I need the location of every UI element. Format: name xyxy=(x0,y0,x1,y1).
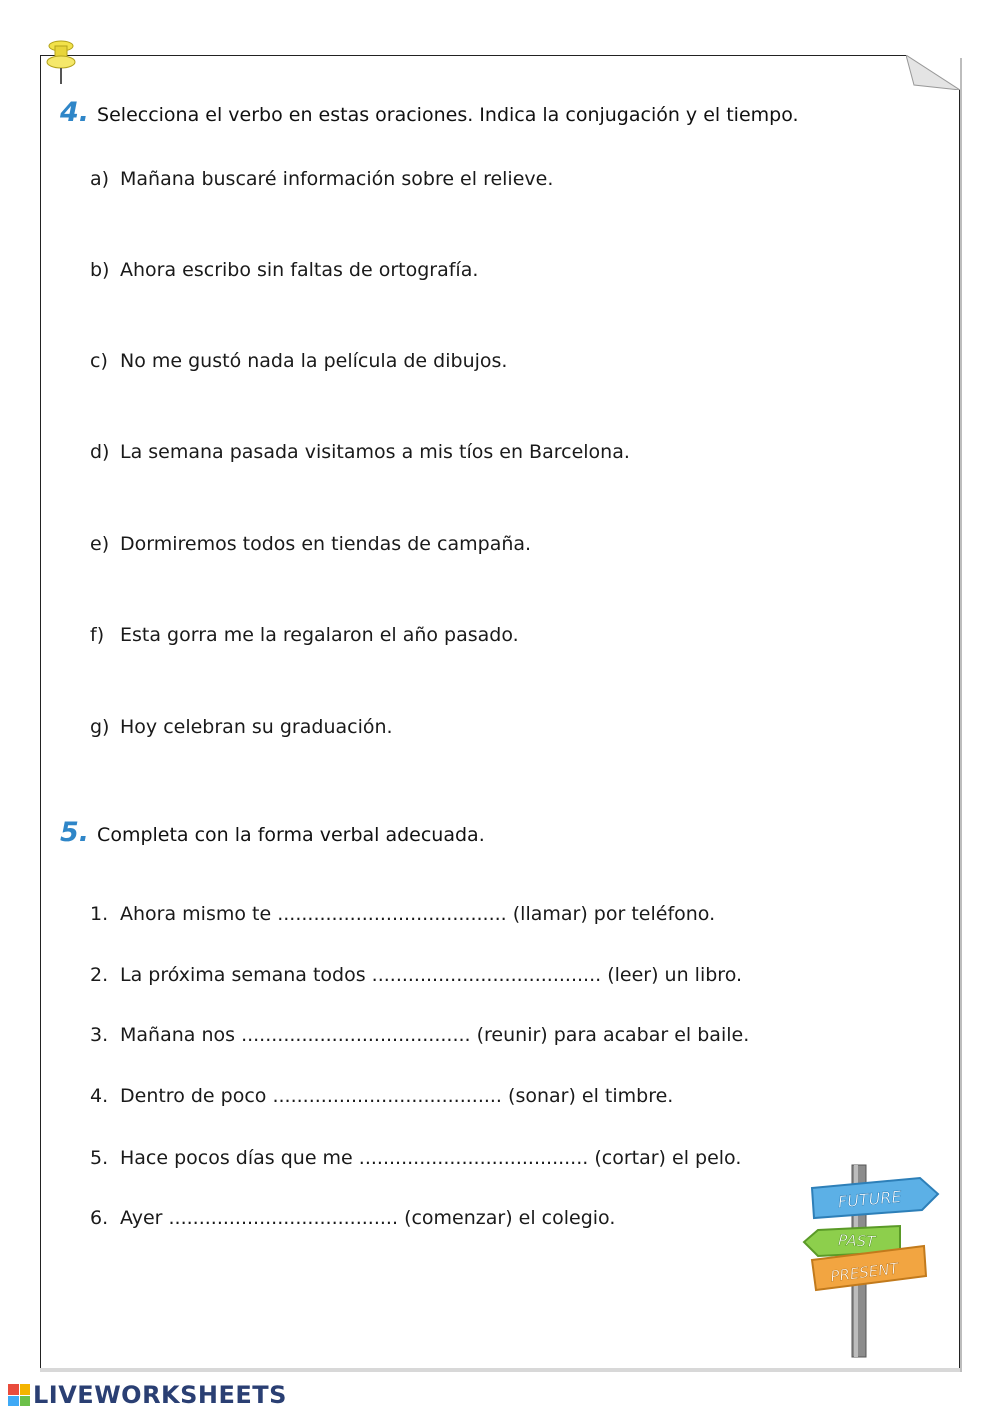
answer-blank[interactable]: ...................................... xyxy=(358,1147,589,1169)
list-item: d) La semana pasada visitamos a mis tíos en Barcelona. xyxy=(90,441,630,463)
list-item: b) Ahora escribo sin faltas de ortografía. xyxy=(90,259,479,281)
page-bottom-shadow xyxy=(40,1368,960,1372)
answer-blank[interactable]: ...................................... xyxy=(277,903,507,925)
logo-text: LIVEWORKSHEETS xyxy=(33,1381,287,1409)
section-4-instruction: Selecciona el verbo en estas oraciones. Indica la conjugación y el tiempo. xyxy=(97,104,799,126)
list-item: f) Esta gorra me la regalaron el año pasado. xyxy=(90,624,519,646)
answer-blank[interactable]: ...................................... xyxy=(371,964,602,986)
answer-blank[interactable]: ...................................... xyxy=(272,1085,502,1107)
section-5-heading xyxy=(60,817,485,848)
liveworksheets-logo[interactable] xyxy=(8,1380,287,1410)
fill-in-item: 2. La próxima semana todos ...................................... (leer) un libro. xyxy=(90,964,743,986)
logo-blocks-icon xyxy=(8,1384,30,1406)
sign-past: PAST xyxy=(837,1230,876,1251)
fill-in-item: 5. Hace pocos días que me ...................................... (cortar) el pelo. xyxy=(90,1147,742,1169)
pushpin-icon xyxy=(44,38,78,88)
list-item: a) Mañana buscaré información sobre el relieve. xyxy=(90,168,554,190)
fill-in-item: 1. Ahora mismo te ...................................... (llamar) por teléfono. xyxy=(90,903,716,925)
section-5-number: 5. xyxy=(60,817,90,848)
fill-in-item: 3. Mañana nos ...................................... (reunir) para acabar el baile. xyxy=(90,1024,750,1046)
fill-in-item: 4. Dentro de poco ...................................... (sonar) el timbre. xyxy=(90,1085,674,1107)
section-5-instruction: Completa con la forma verbal adecuada. xyxy=(97,824,485,846)
section-4-number: 4. xyxy=(60,97,90,128)
sign-present: PRESENT xyxy=(829,1259,900,1286)
page-curl-corner xyxy=(906,55,960,90)
list-item: e) Dormiremos todos en tiendas de campaña. xyxy=(90,533,532,555)
fill-in-item: 6. Ayer ...................................... (comenzar) el colegio. xyxy=(90,1207,616,1229)
list-item: g) Hoy celebran su graduación. xyxy=(90,716,393,738)
section-4-heading xyxy=(60,97,799,128)
signpost-illustration xyxy=(798,1160,943,1360)
list-item: c) No me gustó nada la película de dibujos. xyxy=(90,350,508,372)
sign-future: FUTURE xyxy=(837,1187,903,1212)
answer-blank[interactable]: ...................................... xyxy=(168,1207,399,1229)
answer-blank[interactable]: ...................................... xyxy=(241,1024,471,1046)
